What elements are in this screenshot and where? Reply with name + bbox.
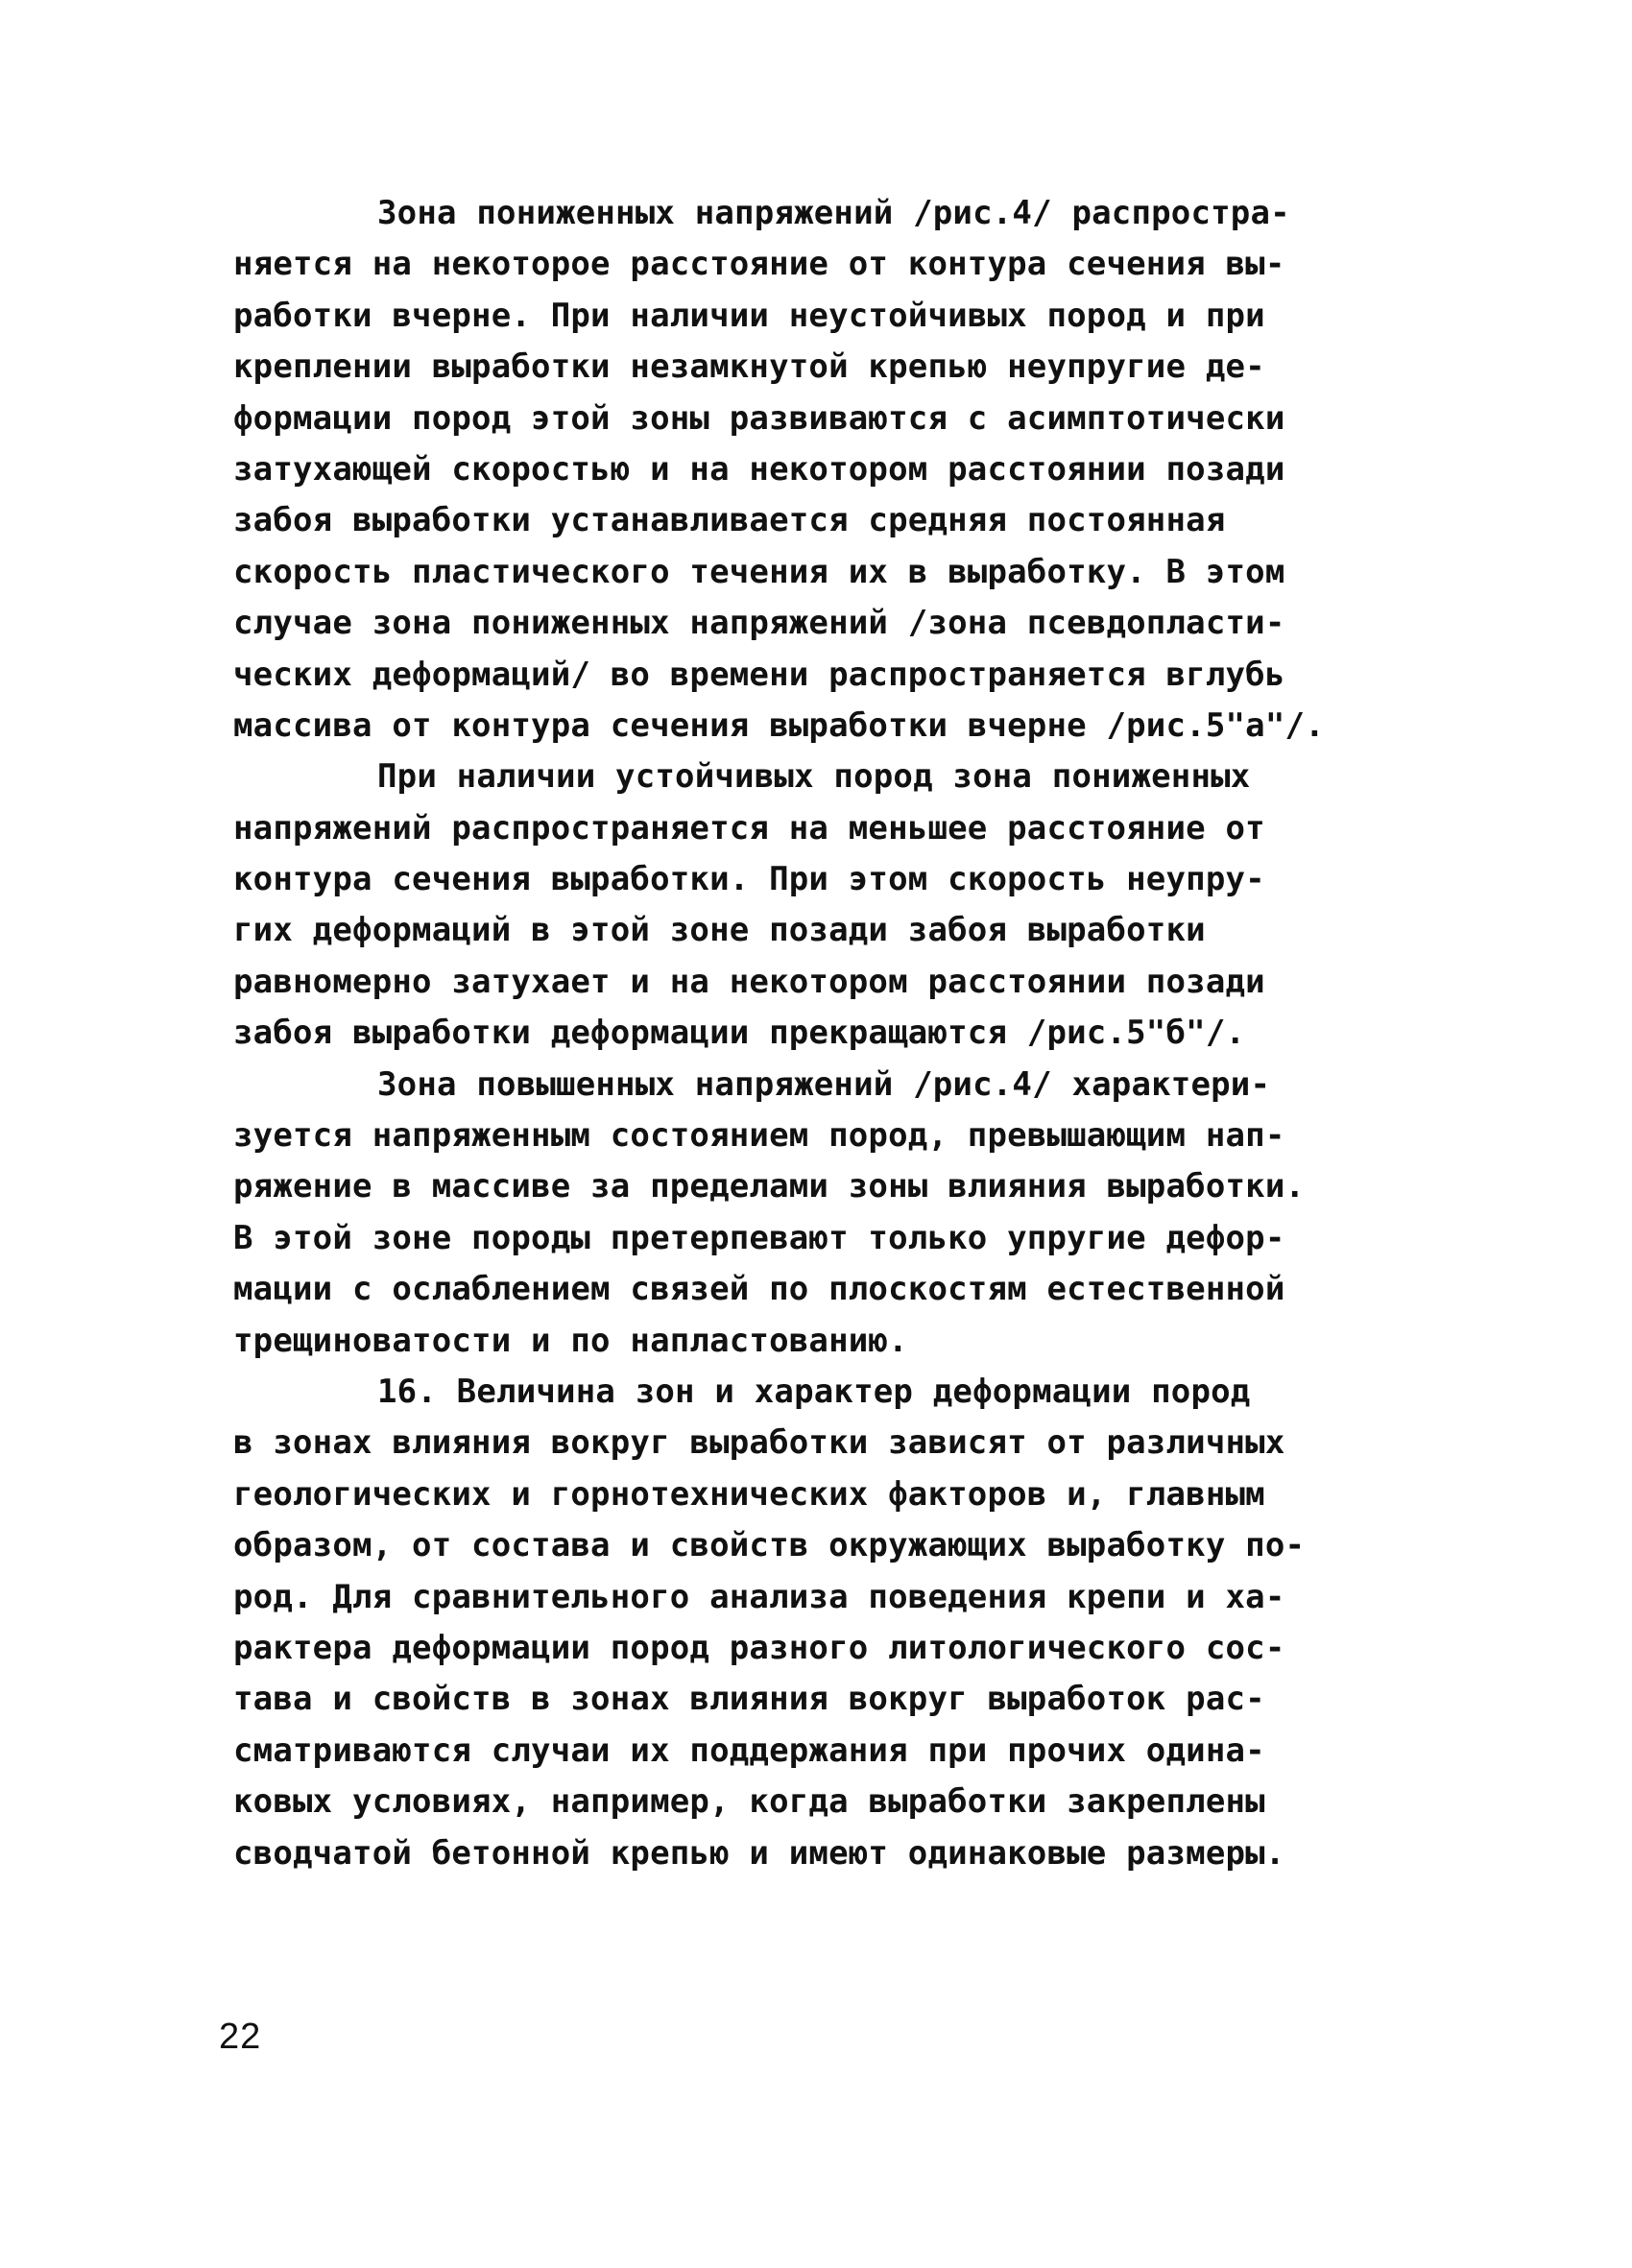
text-line: сводчатой бетонной крепью и имеют одинаковые размеры. (233, 1833, 1285, 1873)
text-line: равномерно затухает и на некотором расстоянии позади (233, 962, 1265, 1001)
text-line: затухающей скоростью и на некотором расстоянии позади (233, 449, 1285, 489)
text-line: ряжение в массиве за пределами зоны влияния выработки. (233, 1167, 1306, 1206)
text-line: геологических и горнотехнических факторов и, главным (233, 1474, 1265, 1514)
text-line: тава и свойств в зонах влияния вокруг выработок рас- (233, 1680, 1265, 1719)
text-line: Зона пониженных напряжений /рис.4/ распростра- (377, 194, 1290, 232)
text-line: сматриваются случаи их поддержания при прочих одина- (233, 1731, 1265, 1770)
text-line: трещиноватости и по напластованию. (233, 1321, 908, 1360)
text-line: 16. Величина зон и характер деформации пород (377, 1372, 1251, 1411)
text-line: В этой зоне породы претерпевают только упругие дефор- (233, 1218, 1285, 1257)
text-line: ческих деформаций/ во времени распространяется вглубь (233, 655, 1285, 694)
text-line: забоя выработки устанавливается средняя постоянная (233, 501, 1226, 540)
page-number: 22 (219, 2017, 262, 2057)
text-line: забоя выработки деформации прекращаются /рис.5"б"/. (233, 1014, 1246, 1053)
text-line: зуется напряженным состоянием пород, превышающим нап- (233, 1116, 1285, 1156)
text-line: контура сечения выработки. При этом скорость неупру- (233, 860, 1265, 899)
text-line: формации пород этой зоны развиваются с асимптотически (233, 398, 1285, 438)
text-line: в зонах влияния вокруг выработки зависят от различных (233, 1423, 1285, 1463)
text-line: няется на некоторое расстояние от контура сечения вы- (233, 245, 1285, 284)
text-line: род. Для сравнительного анализа поведения крепи и ха- (233, 1577, 1285, 1616)
text-line: напряжений распространяется на меньшее расстояние от (233, 808, 1265, 848)
text-line: скорость пластического течения их в выработку. В этом (233, 552, 1285, 591)
text-line: ковых условиях, например, когда выработки закреплены (233, 1782, 1265, 1822)
text-line: мации с ослаблением связей по плоскостям естественной (233, 1270, 1285, 1309)
paragraph (233, 188, 1414, 752)
text-line: массива от контура сечения выработки вчерне /рис.5"а"/. (233, 705, 1325, 745)
paragraph (233, 1367, 1414, 1879)
text-line: рактера деформации пород разного литологического сос- (233, 1628, 1285, 1667)
text-line: Зона повышенных напряжений /рис.4/ характери- (377, 1064, 1271, 1104)
text-line: креплении выработки незамкнутой крепью неупругие де- (233, 347, 1265, 387)
paragraph (233, 1060, 1414, 1367)
text-line: случае зона пониженных напряжений /зона псевдопласти- (233, 604, 1285, 643)
body-text (233, 188, 1414, 1879)
text-line: образом, от состава и свойств окружающих выработку по- (233, 1526, 1306, 1565)
text-line: гих деформаций в этой зоне позади забоя выработки (233, 911, 1206, 950)
text-line: При наличии устойчивых пород зона пониженных (377, 757, 1251, 797)
paragraph (233, 752, 1414, 1059)
text-line: работки вчерне. При наличии неустойчивых пород и при (233, 296, 1265, 335)
